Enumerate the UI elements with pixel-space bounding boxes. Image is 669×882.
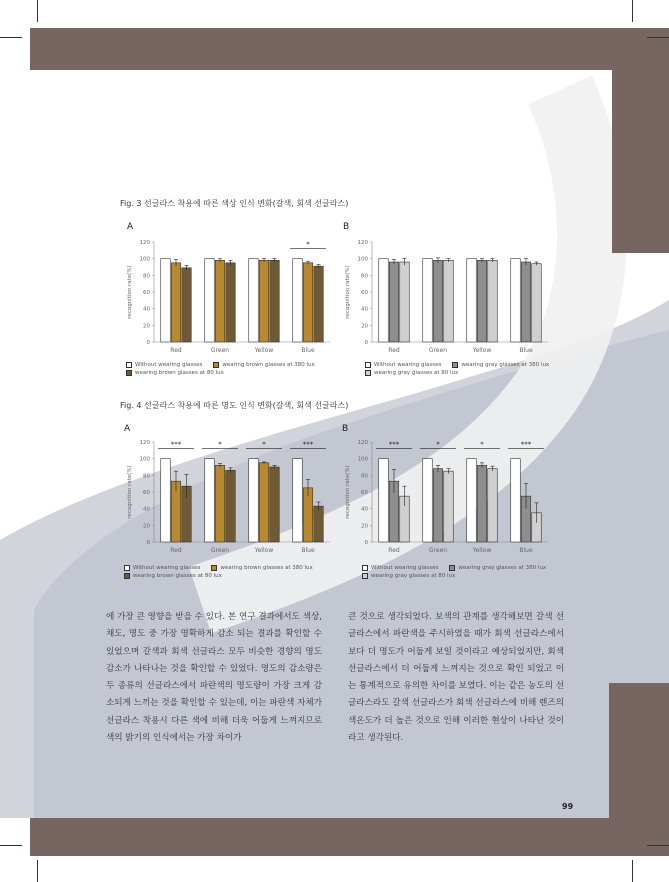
significance-marker: * xyxy=(480,440,484,449)
significance-marker: * xyxy=(262,440,266,449)
bar xyxy=(215,260,225,342)
legend-label: wearing brown glasses at 380 lux xyxy=(220,565,313,571)
x-category-label: Yellow xyxy=(472,347,492,354)
y-tick-label: 40 xyxy=(143,506,150,513)
y-tick-label: 80 xyxy=(361,473,368,480)
y-tick-label: 20 xyxy=(361,523,368,530)
legend-label: Without wearing glasses xyxy=(374,362,442,368)
y-tick-label: 20 xyxy=(143,523,150,530)
fig4-legend-b xyxy=(362,565,572,579)
y-tick-label: 120 xyxy=(139,440,150,446)
bar xyxy=(477,465,487,542)
legend-item xyxy=(365,370,458,376)
bar xyxy=(423,459,433,542)
y-tick-label: 100 xyxy=(139,256,150,263)
legend-item xyxy=(213,362,314,368)
bar xyxy=(389,262,399,342)
y-tick-label: 60 xyxy=(361,290,368,296)
bar xyxy=(511,459,521,542)
bar xyxy=(314,506,324,542)
legend-item xyxy=(124,565,200,571)
y-tick-label: 60 xyxy=(143,490,150,496)
y-tick-label: 120 xyxy=(357,440,368,446)
x-category-label: Blue xyxy=(301,347,315,354)
legend-item xyxy=(362,565,438,571)
crop-mark xyxy=(647,845,669,846)
bar xyxy=(400,262,410,342)
y-tick-label: 0 xyxy=(146,340,150,346)
side-band-top xyxy=(612,70,669,253)
x-category-label: Yellow xyxy=(254,347,274,354)
fig3-panel-a-label: A xyxy=(127,222,134,232)
legend-swatch xyxy=(126,362,132,368)
significance-marker: *** xyxy=(302,440,314,449)
legend-swatch xyxy=(365,362,371,368)
bar xyxy=(259,260,269,342)
fig4-panel-a-label: A xyxy=(124,424,131,434)
legend-item xyxy=(211,565,312,571)
legend-swatch xyxy=(452,362,458,368)
bar xyxy=(171,263,181,342)
legend-swatch xyxy=(124,565,130,571)
y-tick-label: 60 xyxy=(143,290,150,296)
y-tick-label: 0 xyxy=(364,540,368,546)
significance-marker: *** xyxy=(170,440,182,449)
y-tick-label: 40 xyxy=(361,506,368,513)
bar xyxy=(488,260,498,342)
body-text-left-column: 에 가장 큰 영향을 받을 수 있다. 본 연구 결과에서도 색상, 채도, 명도 중 가장 명확하게 감소 되는 결과를 확인할 수 있었으며 갈색과 회색 선글라스 모두 비슷한 경향의 명도 감소가 나타나는 것을 확인할 수 있었다. 명도의 감소량은 두 종류의 선글라스에서 파란색의 명도량이 가장 크게 감소되게 느끼는 것을 확인할 수 있는데, 이는 파란색 자체가 선글라스 착용시 다른 색에 비해 더욱 어둡게 느껴지므로 색의 밝기의 인식에서는 가장 차이가 xyxy=(106,612,322,744)
crop-mark xyxy=(632,0,633,22)
legend-label: wearing brown glasses at 80 lux xyxy=(135,370,224,376)
legend-item xyxy=(126,362,202,368)
fig3b-bar-chart xyxy=(338,232,553,360)
bar xyxy=(161,259,171,342)
x-category-label: Blue xyxy=(301,547,315,554)
significance-marker: * xyxy=(306,240,310,249)
y-tick-label: 80 xyxy=(143,473,150,480)
legend-item xyxy=(449,565,546,571)
fig3a-bar-chart xyxy=(120,232,335,360)
bar xyxy=(259,463,269,542)
y-tick-label: 40 xyxy=(361,306,368,313)
significance-marker: * xyxy=(436,440,440,449)
bar xyxy=(467,259,477,342)
x-category-label: Red xyxy=(170,347,182,354)
bar xyxy=(423,259,433,342)
legend-label: wearing gray glasses at 380 lux xyxy=(461,362,550,368)
bar xyxy=(433,469,443,542)
legend-item xyxy=(126,370,224,376)
legend-item xyxy=(452,362,549,368)
crop-mark xyxy=(647,37,669,38)
footer-band xyxy=(30,818,669,856)
y-tick-label: 80 xyxy=(361,273,368,280)
y-tick-label: 100 xyxy=(357,456,368,463)
bar xyxy=(249,459,259,542)
side-band-bottom xyxy=(609,683,669,818)
legend-swatch xyxy=(365,370,371,376)
legend-label: wearing gray glasses at 80 lux xyxy=(371,573,456,579)
y-axis-label: recognition rate(%) xyxy=(127,465,133,519)
legend-label: wearing brown glasses at 380 lux xyxy=(222,362,315,368)
x-category-label: Green xyxy=(428,547,448,554)
bar xyxy=(433,260,443,342)
bar xyxy=(444,471,454,542)
legend-item xyxy=(124,573,222,579)
bar xyxy=(161,459,171,542)
fig4-legend-a xyxy=(124,565,334,579)
legend-swatch xyxy=(362,573,368,579)
legend-item xyxy=(362,573,455,579)
fig4b-bar-chart xyxy=(338,432,553,560)
x-category-label: Red xyxy=(388,347,400,354)
y-tick-label: 40 xyxy=(143,306,150,313)
bar xyxy=(521,262,531,342)
legend-label: Without wearing glasses xyxy=(371,565,439,571)
significance-marker: *** xyxy=(520,440,532,449)
bar xyxy=(477,260,487,342)
fig3-legend-a xyxy=(126,362,336,376)
y-tick-label: 60 xyxy=(361,490,368,496)
bar xyxy=(215,465,225,542)
figure-3-caption: Fig. 3 선글라스 착용에 따른 색상 인식 변화(갈색, 회색 선글라스) xyxy=(120,199,349,208)
significance-marker: *** xyxy=(388,440,400,449)
x-category-label: Red xyxy=(388,547,400,554)
body-text-right-column: 큰 것으로 생각되었다. 보색의 관계를 생각해보면 갈색 선글라스에서 파란색을 주시하였을 때가 회색 선글라스에서 보다 더 명도가 어둡게 보일 것이라고 예상되었지만, 회색 선글라스에서 더 어둡게 느껴지는 것으로 확인 되었고 이는 통계적으로 유의한 차이를 보였다. 이는 같은 농도의 선글라스라도 갈색 선글라스가 회색 선글라스에 비해 렌즈의 색온도가 더 높은 것으로 인해 이러한 현상이 나타난 것이라고 생각된다. xyxy=(348,612,564,744)
crop-mark xyxy=(37,860,38,882)
header-band xyxy=(30,28,669,70)
bar xyxy=(205,459,215,542)
bar xyxy=(226,470,236,542)
y-tick-label: 120 xyxy=(357,240,368,246)
bar xyxy=(293,259,303,342)
y-tick-label: 100 xyxy=(139,456,150,463)
bar xyxy=(488,469,498,542)
crop-mark xyxy=(632,860,633,882)
x-category-label: Green xyxy=(210,547,230,554)
bar xyxy=(182,268,192,342)
page-number: 99 xyxy=(562,802,574,811)
y-tick-label: 20 xyxy=(361,323,368,330)
x-category-label: Green xyxy=(210,347,230,354)
legend-swatch xyxy=(211,565,217,571)
y-axis-label: recognition rate(%) xyxy=(127,265,133,319)
y-tick-label: 0 xyxy=(364,340,368,346)
x-category-label: Blue xyxy=(519,547,533,554)
x-category-label: Yellow xyxy=(472,547,492,554)
bar xyxy=(293,459,303,542)
bar xyxy=(205,259,215,342)
bar xyxy=(379,259,389,342)
legend-swatch xyxy=(126,370,132,376)
x-category-label: Red xyxy=(170,547,182,554)
legend-swatch xyxy=(124,573,130,579)
y-tick-label: 20 xyxy=(143,323,150,330)
legend-label: Without wearing glasses xyxy=(133,565,201,571)
fig3-panel-b-label: B xyxy=(343,222,350,232)
significance-marker: * xyxy=(218,440,222,449)
fig4a-bar-chart xyxy=(120,432,335,560)
x-category-label: Green xyxy=(428,347,448,354)
y-tick-label: 100 xyxy=(357,256,368,263)
legend-swatch xyxy=(362,565,368,571)
legend-swatch xyxy=(449,565,455,571)
legend-swatch xyxy=(213,362,219,368)
bar xyxy=(270,467,280,542)
crop-mark xyxy=(0,37,22,38)
y-tick-label: 80 xyxy=(143,273,150,280)
legend-label: wearing gray glasses at 380 lux xyxy=(458,565,547,571)
legend-label: Without wearing glasses xyxy=(135,362,203,368)
fig4-panel-b-label: B xyxy=(342,424,349,434)
crop-mark xyxy=(0,845,22,846)
y-axis-label: recognition rate(%) xyxy=(345,465,351,519)
bar xyxy=(314,266,324,342)
legend-label: wearing brown glasses at 80 lux xyxy=(133,573,222,579)
y-tick-label: 120 xyxy=(139,240,150,246)
legend-item xyxy=(365,362,441,368)
crop-mark xyxy=(37,0,38,22)
legend-label: wearing gray glasses at 80 lux xyxy=(374,370,459,376)
bar xyxy=(467,459,477,542)
y-tick-label: 0 xyxy=(146,540,150,546)
x-category-label: Blue xyxy=(519,347,533,354)
bar xyxy=(303,263,313,342)
bar xyxy=(226,263,236,342)
bar xyxy=(444,260,454,342)
bar xyxy=(249,259,259,342)
fig3-legend-b xyxy=(365,362,575,376)
bar xyxy=(379,459,389,542)
y-axis-label: recognition rate(%) xyxy=(345,265,351,319)
bar xyxy=(270,260,280,342)
bar xyxy=(511,259,521,342)
figure-4-caption: Fig. 4 선글라스 착용에 따른 명도 인식 변화(갈색, 회색 선글라스) xyxy=(120,401,349,410)
x-category-label: Yellow xyxy=(254,547,274,554)
bar xyxy=(532,264,542,342)
